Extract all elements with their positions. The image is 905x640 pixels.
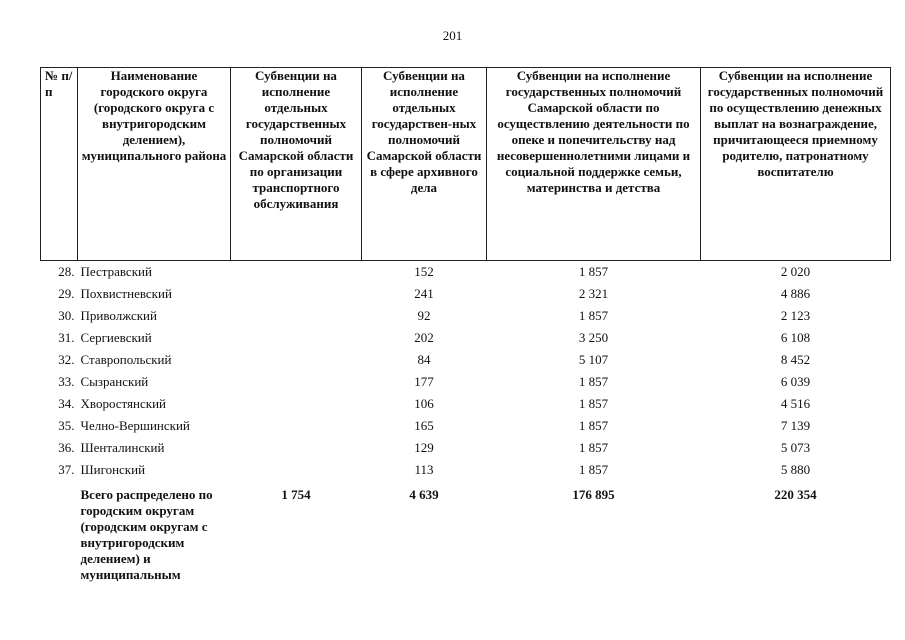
row-transport-value — [231, 261, 362, 284]
row-number: 34. — [58, 396, 75, 411]
row-archive-value: 84 — [417, 352, 431, 367]
row-archive-value: 202 — [414, 330, 434, 345]
header-transport: Субвенции на исполнение отдельных государственных полномочий Самарской области по организации транспортного обслуживания — [231, 68, 362, 261]
row-archive-value: 177 — [414, 374, 434, 389]
row-transport-value — [231, 283, 362, 305]
row-transport-value — [231, 371, 362, 393]
row-number: 32. — [58, 352, 75, 367]
total-foster-payments: 220 354 — [774, 487, 817, 502]
row-district-name: Приволжский — [80, 308, 157, 323]
row-transport-value — [231, 305, 362, 327]
row-archive-value: 92 — [417, 308, 431, 323]
row-district-name: Шенталинский — [80, 440, 165, 455]
row-district-name: Челно-Вершинский — [80, 418, 190, 433]
page-number: 201 — [442, 28, 463, 43]
row-archive-value: 241 — [414, 286, 434, 301]
row-number: 33. — [58, 374, 75, 389]
total-archive: 4 639 — [409, 487, 439, 502]
row-guardianship-value: 1 857 — [578, 308, 609, 323]
table-body — [41, 261, 891, 482]
row-guardianship-value: 1 857 — [578, 374, 609, 389]
table-row — [41, 459, 891, 481]
row-district-name: Ставропольский — [80, 352, 172, 367]
table-row — [41, 437, 891, 459]
row-number: 28. — [58, 264, 75, 279]
row-foster-payments-value: 5 880 — [780, 462, 811, 477]
row-district-name: Пестравский — [80, 264, 152, 279]
row-transport-value — [231, 437, 362, 459]
row-district-name: Похвистневский — [80, 286, 172, 301]
row-foster-payments-value: 2 020 — [780, 264, 811, 279]
row-archive-value: 165 — [414, 418, 434, 433]
total-label: Всего распределено по городским округам (городским округам с внутригородским делением) и муниципальным — [80, 487, 213, 582]
row-transport-value — [231, 459, 362, 481]
row-district-name: Сергиевский — [80, 330, 152, 345]
row-transport-value — [231, 393, 362, 415]
header-archive: Субвенции на исполнение отдельных государствен-ных полномочий Самарской области в сфере архивного дела — [362, 68, 487, 261]
row-foster-payments-value: 5 073 — [780, 440, 811, 455]
row-archive-value: 152 — [414, 264, 434, 279]
row-number: 35. — [58, 418, 75, 433]
total-row — [41, 481, 891, 586]
row-guardianship-value: 1 857 — [578, 418, 609, 433]
row-district-name: Хворостянский — [80, 396, 166, 411]
row-number: 36. — [58, 440, 75, 455]
row-foster-payments-value: 2 123 — [780, 308, 811, 323]
row-guardianship-value: 1 857 — [578, 396, 609, 411]
row-guardianship-value: 1 857 — [578, 264, 609, 279]
total-transport: 1 754 — [281, 487, 311, 502]
table-header-row — [41, 68, 891, 261]
row-transport-value — [231, 415, 362, 437]
subventions-table — [40, 67, 891, 586]
table-row — [41, 415, 891, 437]
row-number: 29. — [58, 286, 75, 301]
table-row — [41, 261, 891, 284]
row-foster-payments-value: 4 516 — [780, 396, 811, 411]
row-foster-payments-value: 8 452 — [780, 352, 811, 367]
row-archive-value: 113 — [414, 462, 434, 477]
row-number: 30. — [58, 308, 75, 323]
row-transport-value — [231, 327, 362, 349]
header-name: Наименование городского округа (городского округа с внутригородским делением), муниципального района — [78, 68, 231, 261]
total-guardianship: 176 895 — [572, 487, 615, 502]
row-number: 37. — [58, 462, 75, 477]
header-guardianship: Субвенции на исполнение государственных полномочий Самарской области по осуществлению деятельности по опеке и попечительству над несовершеннолетними лицами и социальной поддержке семьи, материнства и детства — [487, 68, 701, 261]
row-archive-value: 129 — [414, 440, 434, 455]
table-row — [41, 305, 891, 327]
row-foster-payments-value: 6 108 — [780, 330, 811, 345]
row-guardianship-value: 2 321 — [578, 286, 609, 301]
header-foster-payments: Субвенции на исполнение государственных полномочий по осуществлению денежных выплат на вознаграждение, причитающееся приемному родителю, патронатному воспитателю — [701, 68, 891, 261]
row-archive-value: 106 — [414, 396, 434, 411]
table-row — [41, 283, 891, 305]
row-guardianship-value: 3 250 — [578, 330, 609, 345]
row-guardianship-value: 1 857 — [578, 440, 609, 455]
row-district-name: Шигонский — [80, 462, 146, 477]
header-num: № п/п — [41, 68, 78, 261]
table-row — [41, 327, 891, 349]
table-row — [41, 393, 891, 415]
row-guardianship-value: 1 857 — [578, 462, 609, 477]
total-num — [41, 481, 78, 586]
row-foster-payments-value: 6 039 — [780, 374, 811, 389]
row-number: 31. — [58, 330, 75, 345]
row-foster-payments-value: 4 886 — [780, 286, 811, 301]
table-row — [41, 349, 891, 371]
row-foster-payments-value: 7 139 — [780, 418, 811, 433]
table-row — [41, 371, 891, 393]
row-district-name: Сызранский — [80, 374, 149, 389]
row-transport-value — [231, 349, 362, 371]
row-guardianship-value: 5 107 — [578, 352, 609, 367]
